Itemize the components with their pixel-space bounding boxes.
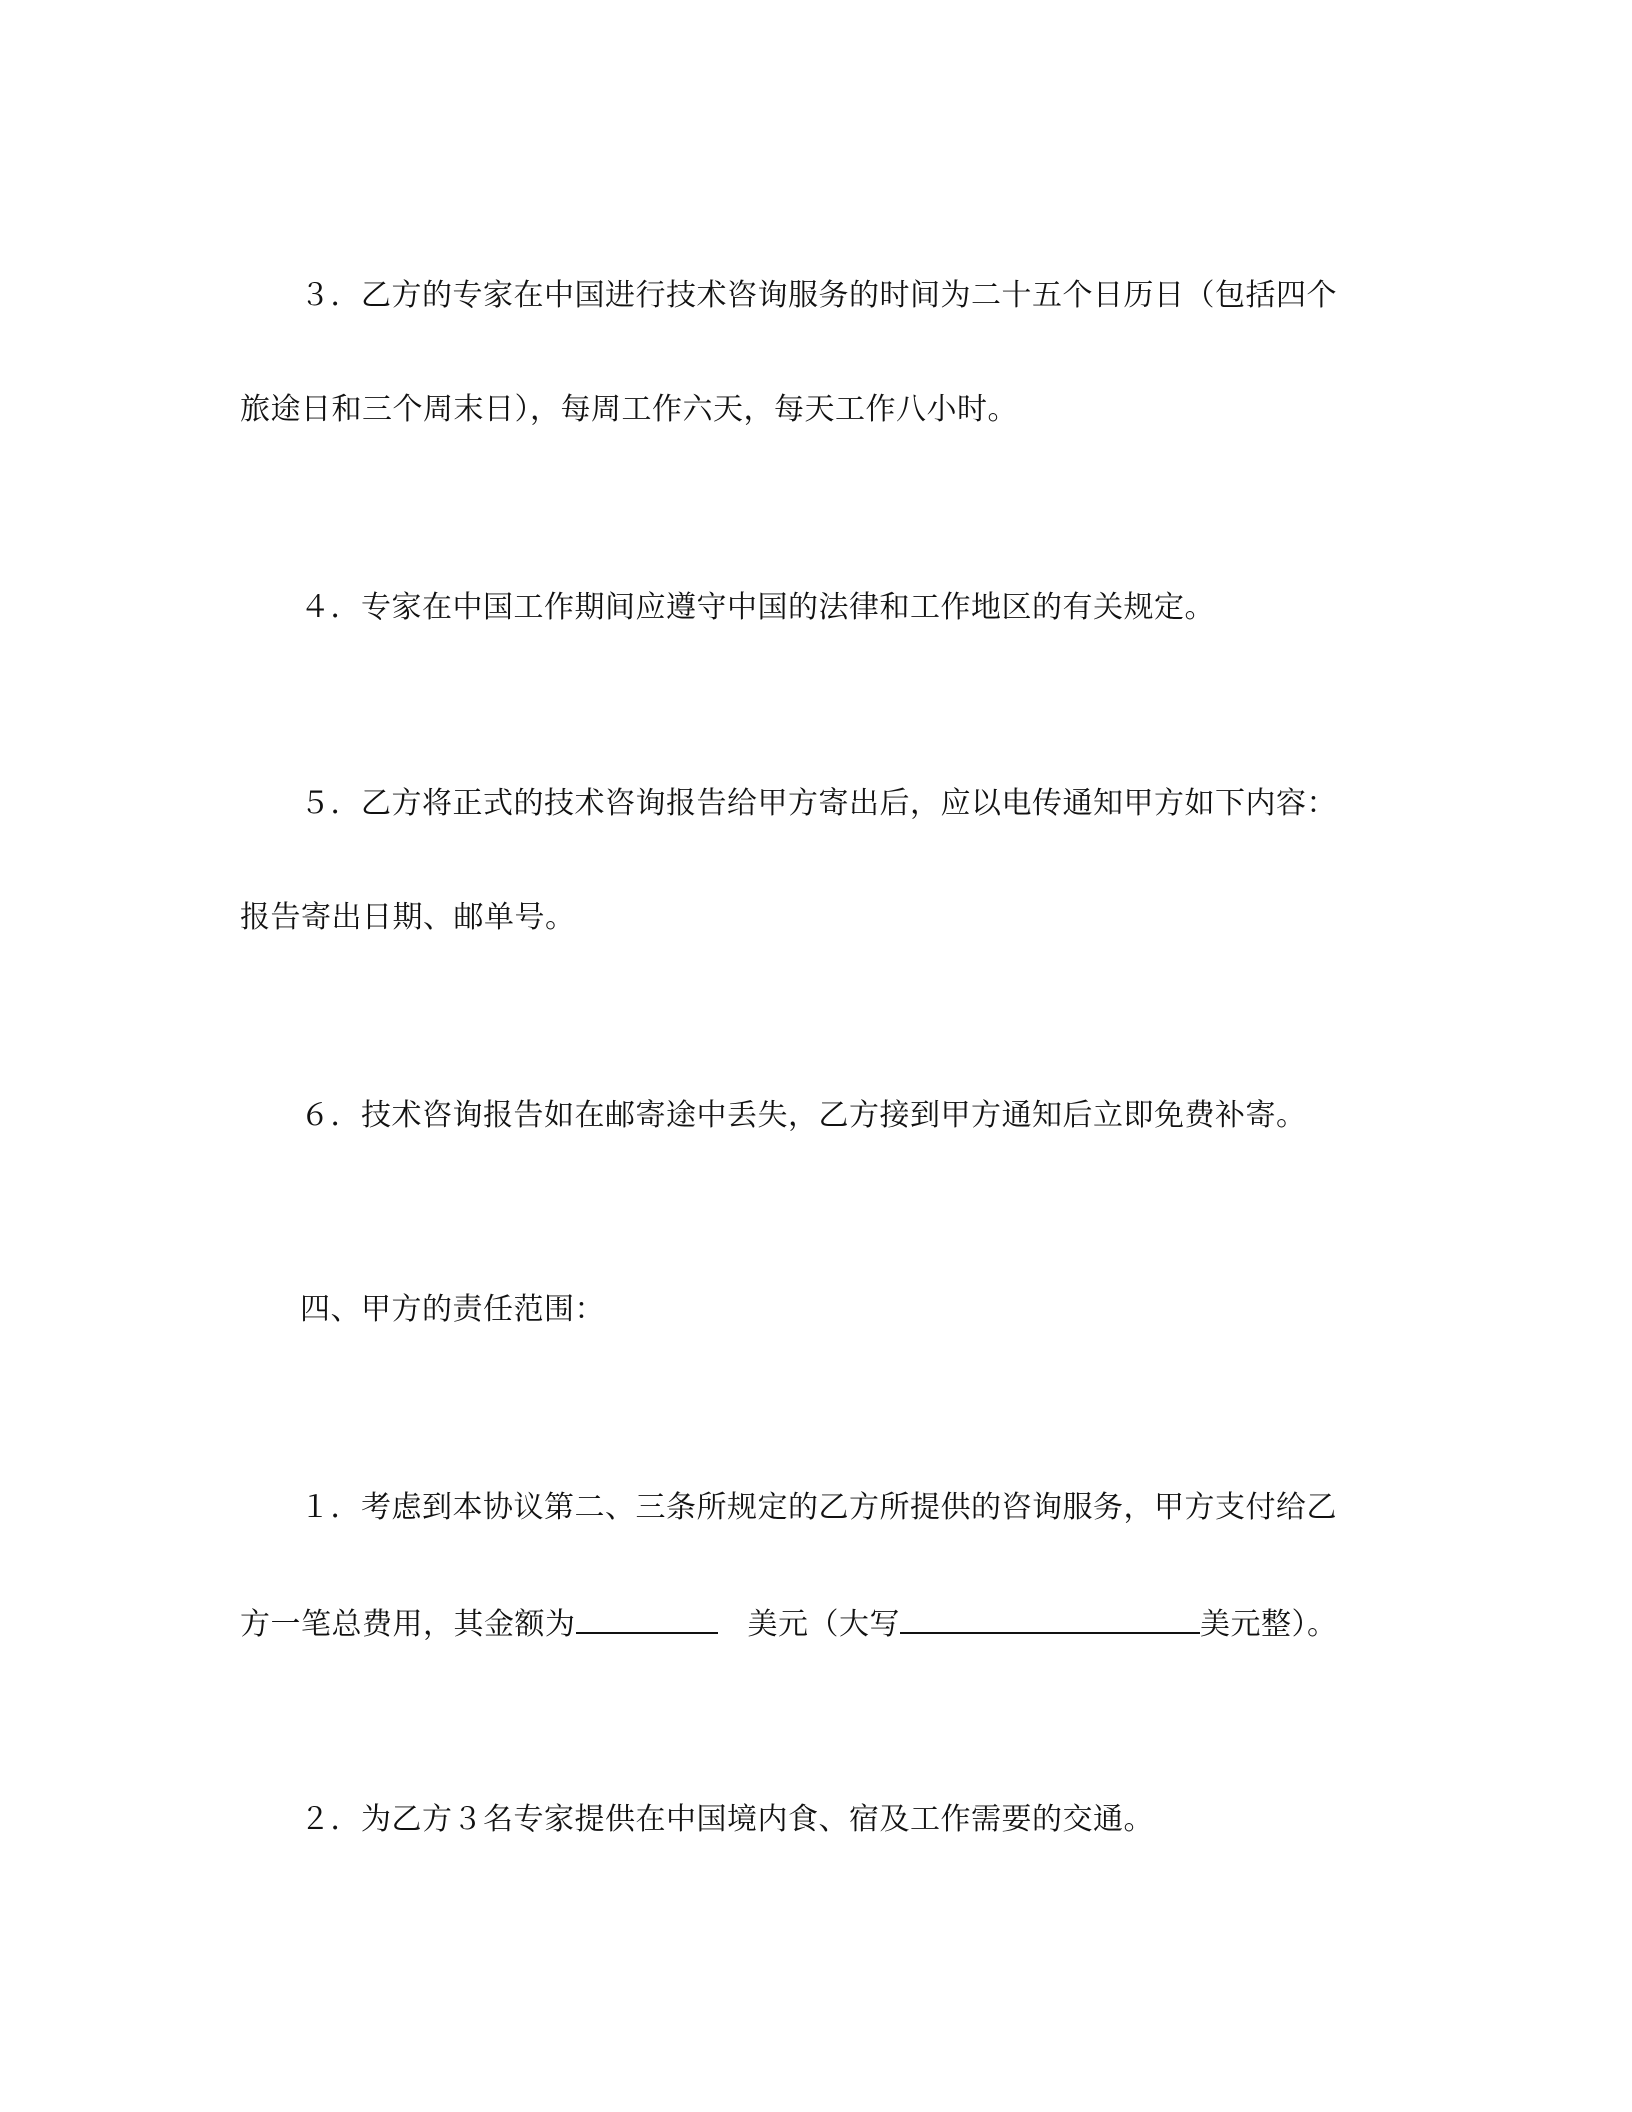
duty-1-text-part-2: 美元（大写 [747,1607,900,1642]
duty-1-text-part-3: 美元整）。 [1200,1607,1338,1642]
clause-3-line-1: ３．乙方的专家在中国进行技术咨询服务的时间为二十五个日历日（包括四个 [300,278,1337,313]
amount-blank-field[interactable] [576,1602,718,1634]
duty-1-line-1: １．考虑到本协议第二、三条所规定的乙方所提供的咨询服务，甲方支付给乙 [300,1490,1337,1525]
clause-6-line-1: ６．技术咨询报告如在邮寄途中丢失，乙方接到甲方通知后立即免费补寄。 [300,1098,1307,1133]
duty-1-text-part-1: 方一笔总费用，其金额为 [240,1607,576,1642]
amount-in-words-blank-field[interactable] [900,1602,1200,1634]
duty-2-line-1: ２．为乙方３名专家提供在中国境内食、宿及工作需要的交通。 [300,1802,1154,1837]
clause-4-line-1: ４．专家在中国工作期间应遵守中国的法律和工作地区的有关规定。 [300,590,1215,625]
clause-5-line-2: 报告寄出日期、邮单号。 [240,900,576,935]
clause-5-line-1: ５．乙方将正式的技术咨询报告给甲方寄出后，应以电传通知甲方如下内容： [300,786,1337,821]
duty-1-line-2 [240,1602,1338,1645]
clause-3-line-2: 旅途日和三个周末日），每周工作六天，每天工作八小时。 [240,392,1018,427]
section-heading: 四、甲方的责任范围： [300,1292,605,1327]
